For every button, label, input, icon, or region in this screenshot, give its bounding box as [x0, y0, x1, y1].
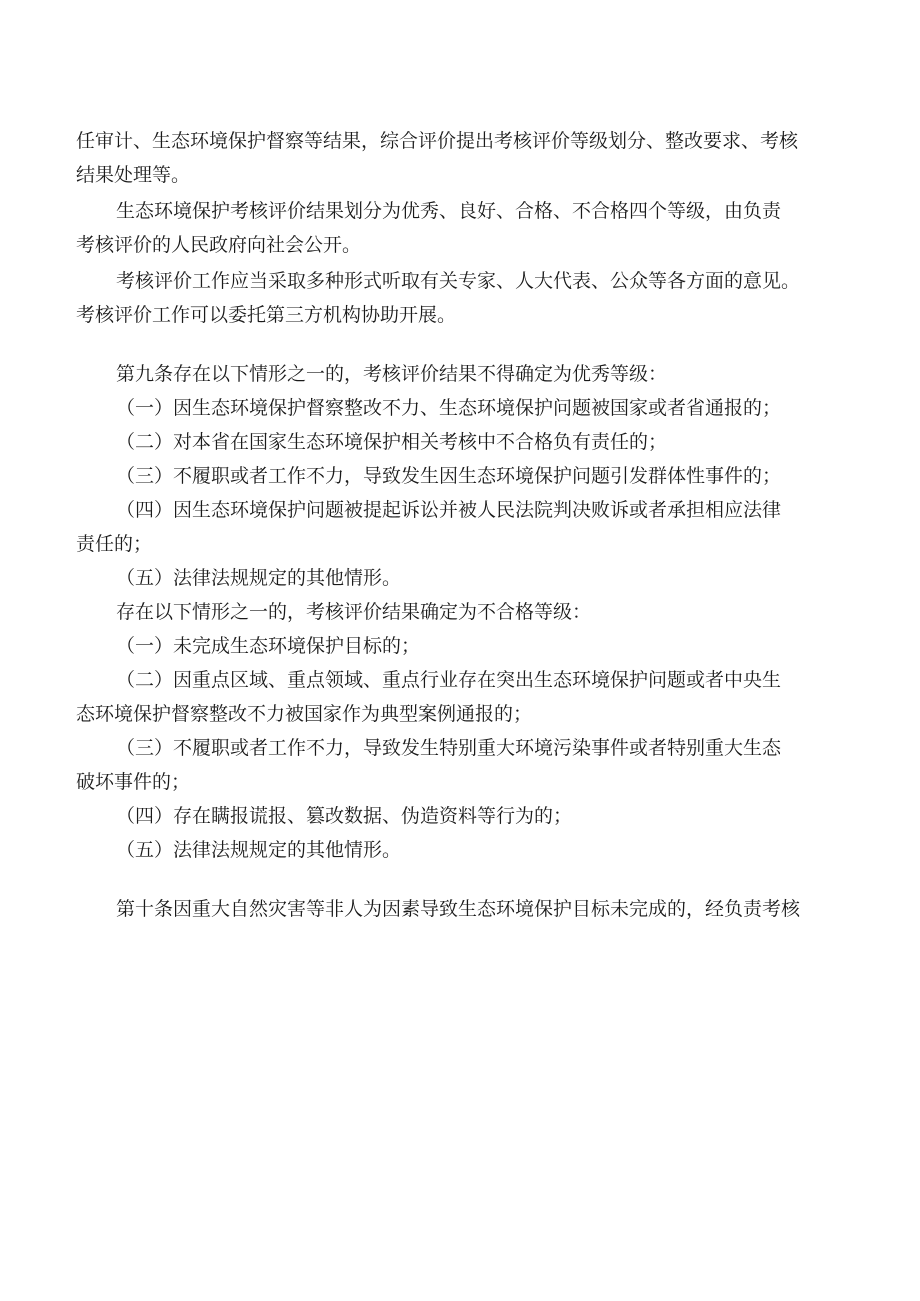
list-item: （一）因生态环境保护督察整改不力、生态环境保护问题被国家或者省通报的；: [116, 397, 782, 419]
text-line: 存在以下情形之一的，考核评价结果确定为不合格等级：: [116, 601, 592, 623]
text-line: 生态环境保护考核评价结果划分为优秀、良好、合格、不合格四个等级，由负责: [116, 200, 782, 222]
article-heading-10: 第十条因重大自然灾害等非人为因素导致生态环境保护目标未完成的，经负责考核: [116, 898, 801, 920]
text-line: 结果处理等。: [76, 164, 191, 186]
text-line: 考核评价工作应当采取多种形式听取有关专家、人大代表、公众等各方面的意见。: [116, 270, 801, 292]
document-page: [76, 124, 842, 926]
article-heading-9: 第九条存在以下情形之一的，考核评价结果不得确定为优秀等级：: [116, 363, 668, 385]
list-item: （三）不履职或者工作不力，导致发生因生态环境保护问题引发群体性事件的；: [116, 465, 782, 487]
list-item: （四）因生态环境保护问题被提起诉讼并被人民法院判决败诉或者承担相应法律: [116, 499, 782, 521]
list-item-continuation: 破坏事件的；: [76, 771, 191, 793]
list-item: （五）法律法规规定的其他情形。: [116, 839, 402, 861]
list-item: （三）不履职或者工作不力，导致发生特别重大环境污染事件或者特别重大生态: [116, 737, 782, 759]
list-item: （二）对本省在国家生态环境保护相关考核中不合格负有责任的；: [116, 431, 668, 453]
list-item: （二）因重点区域、重点领域、重点行业存在突出生态环境保护问题或者中央生: [116, 669, 782, 691]
list-item-continuation: 态环境保护督察整改不力被国家作为典型案例通报的；: [76, 703, 533, 725]
list-item: （四）存在瞒报谎报、篡改数据、伪造资料等行为的；: [116, 805, 573, 827]
list-item-continuation: 责任的；: [76, 533, 153, 555]
text-line: 考核评价工作可以委托第三方机构协助开展。: [76, 304, 457, 326]
text-line: 任审计、生态环境保护督察等结果，综合评价提出考核评价等级划分、整改要求、考核: [76, 130, 799, 152]
list-item: （一）未完成生态环境保护目标的；: [116, 635, 421, 657]
list-item: （五）法律法规规定的其他情形。: [116, 567, 402, 589]
text-line: 考核评价的人民政府向社会公开。: [76, 234, 362, 256]
